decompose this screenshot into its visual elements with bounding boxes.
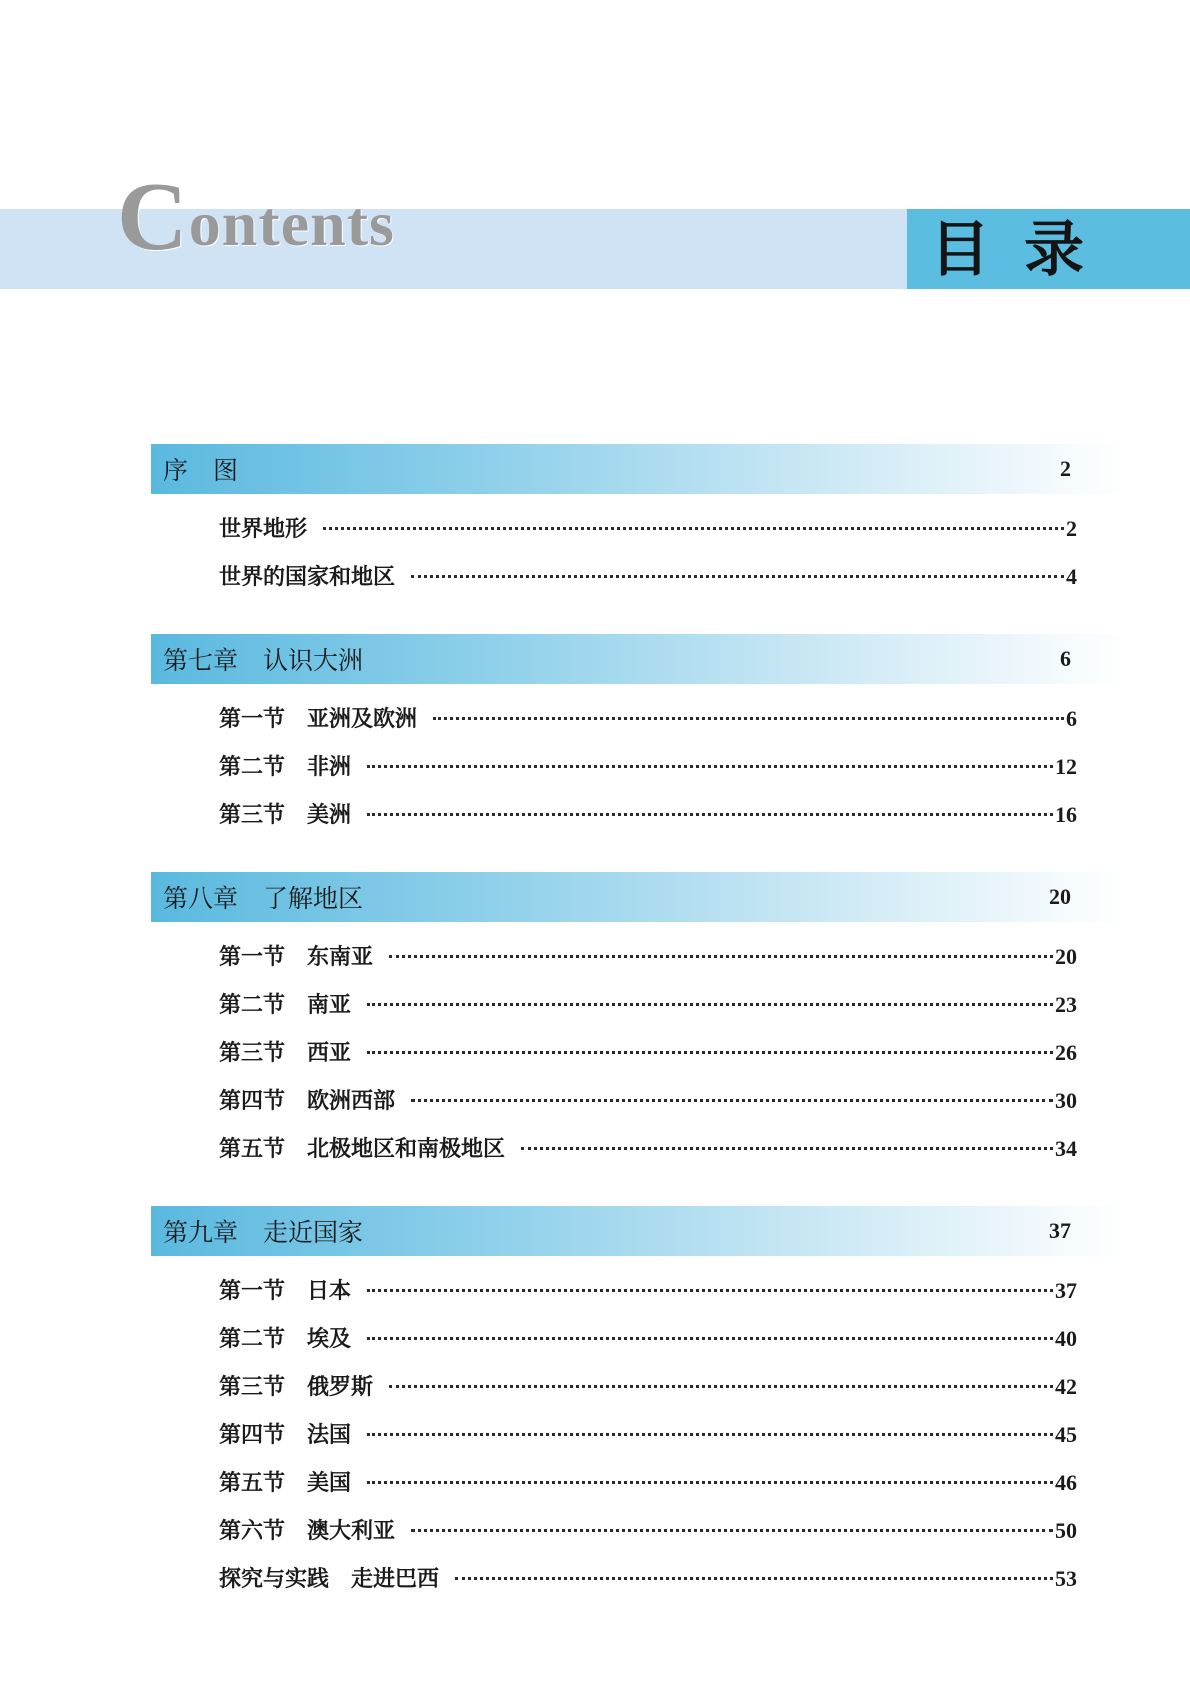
chapter-entries <box>151 1256 1126 1610</box>
dot-leader <box>367 1289 1053 1292</box>
entry-title: 第三节 俄罗斯 <box>219 1374 374 1400</box>
dot-leader <box>411 575 1064 578</box>
dot-leader <box>367 1481 1053 1484</box>
entry-page-number: 45 <box>1055 1422 1077 1447</box>
entry-title: 世界地形 <box>219 516 308 542</box>
chapter-page-number: 2 <box>1060 456 1071 481</box>
dot-leader <box>367 1051 1053 1054</box>
chapter-heading[interactable] <box>151 634 1126 684</box>
entry-page-number: 50 <box>1055 1518 1077 1543</box>
entry-page-number: 26 <box>1055 1040 1077 1065</box>
toc-entry[interactable] <box>219 798 1077 846</box>
chapter-entries <box>151 922 1126 1180</box>
entry-title: 第一节 东南亚 <box>219 944 374 970</box>
dot-leader <box>367 765 1053 768</box>
entry-title: 第三节 美洲 <box>219 802 352 828</box>
contents-title-cn: 目录 <box>930 215 1118 285</box>
entry-title: 第五节 北极地区和南极地区 <box>219 1136 506 1162</box>
dot-leader <box>389 1385 1053 1388</box>
chapter-page-number: 20 <box>1049 884 1071 909</box>
dot-leader <box>367 1337 1053 1340</box>
entry-page-number: 42 <box>1055 1374 1077 1399</box>
entry-title: 探究与实践 走进巴西 <box>219 1566 440 1592</box>
toc-entry[interactable] <box>219 1036 1077 1084</box>
toc-chapter <box>151 444 1126 608</box>
toc-entry[interactable] <box>219 1370 1077 1418</box>
entry-page-number: 16 <box>1055 802 1077 827</box>
entry-title: 第二节 南亚 <box>219 992 352 1018</box>
toc-entry[interactable] <box>219 702 1077 750</box>
dot-leader <box>367 813 1053 816</box>
chapter-heading[interactable] <box>151 444 1126 494</box>
entry-page-number: 2 <box>1066 516 1077 541</box>
dot-leader <box>367 1003 1053 1006</box>
toc-entry[interactable] <box>219 1466 1077 1514</box>
toc-entry[interactable] <box>219 1514 1077 1562</box>
toc-chapter <box>151 634 1126 846</box>
dot-leader <box>455 1577 1053 1580</box>
entry-page-number: 4 <box>1066 564 1077 589</box>
dot-leader <box>433 717 1064 720</box>
toc-entry[interactable] <box>219 1084 1077 1132</box>
entry-page-number: 6 <box>1066 706 1077 731</box>
chapter-page-number: 6 <box>1060 646 1071 671</box>
chapter-title: 第九章 走近国家 <box>163 1218 364 1247</box>
entry-title: 第五节 美国 <box>219 1470 352 1496</box>
chapter-heading[interactable] <box>151 872 1126 922</box>
entry-page-number: 37 <box>1055 1278 1077 1303</box>
contents-title-en-initial: C <box>117 163 189 271</box>
entry-title: 第三节 西亚 <box>219 1040 352 1066</box>
contents-title-en-rest: ontents <box>188 188 395 259</box>
entry-page-number: 46 <box>1055 1470 1077 1495</box>
chapter-title: 第七章 认识大洲 <box>163 646 364 675</box>
toc-entry[interactable] <box>219 512 1077 560</box>
entry-title: 第四节 欧洲西部 <box>219 1088 396 1114</box>
entry-page-number: 20 <box>1055 944 1077 969</box>
toc-entry[interactable] <box>219 1418 1077 1466</box>
toc-chapter <box>151 872 1126 1180</box>
dot-leader <box>389 955 1053 958</box>
toc-entry[interactable] <box>219 750 1077 798</box>
chapter-entries <box>151 684 1126 846</box>
entry-title: 第四节 法国 <box>219 1422 352 1448</box>
entry-page-number: 40 <box>1055 1326 1077 1351</box>
chapter-title: 序 图 <box>163 456 239 485</box>
entry-title: 第六节 澳大利亚 <box>219 1518 396 1544</box>
toc-entry[interactable] <box>219 988 1077 1036</box>
entry-title: 第二节 非洲 <box>219 754 352 780</box>
toc-chapter <box>151 1206 1126 1610</box>
entry-page-number: 53 <box>1055 1566 1077 1591</box>
dot-leader <box>367 1433 1053 1436</box>
entry-title: 第一节 亚洲及欧洲 <box>219 706 418 732</box>
toc-entry[interactable] <box>219 940 1077 988</box>
toc-entry[interactable] <box>219 1562 1077 1610</box>
dot-leader <box>521 1147 1053 1150</box>
entry-title: 第二节 埃及 <box>219 1326 352 1352</box>
entry-page-number: 23 <box>1055 992 1077 1017</box>
dot-leader <box>411 1099 1053 1102</box>
chapter-entries <box>151 494 1126 608</box>
dot-leader <box>411 1529 1053 1532</box>
toc-entry[interactable] <box>219 1132 1077 1180</box>
chapter-heading[interactable] <box>151 1206 1126 1256</box>
chapter-page-number: 37 <box>1049 1218 1071 1243</box>
table-of-contents <box>151 444 1126 1636</box>
entry-title: 世界的国家和地区 <box>219 564 396 590</box>
entry-page-number: 34 <box>1055 1136 1077 1161</box>
dot-leader <box>323 527 1064 530</box>
chapter-title: 第八章 了解地区 <box>163 884 364 913</box>
contents-title-en <box>117 163 395 271</box>
entry-title: 第一节 日本 <box>219 1278 352 1304</box>
toc-entry[interactable] <box>219 1322 1077 1370</box>
toc-entry[interactable] <box>219 560 1077 608</box>
toc-entry[interactable] <box>219 1274 1077 1322</box>
entry-page-number: 30 <box>1055 1088 1077 1113</box>
entry-page-number: 12 <box>1055 754 1077 779</box>
